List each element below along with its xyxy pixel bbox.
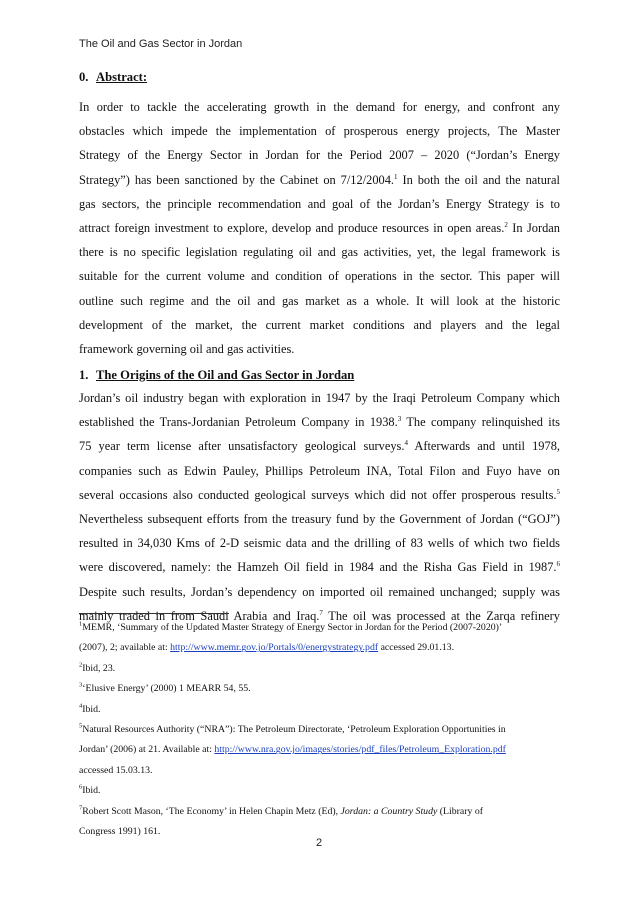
text-line: were discovered, namely: the Hamzeh Oil field in 1984 and the Risha Gas Field in 1987.$^6$ [79,560,560,575]
footnote-ref[interactable]: 1 [394,172,398,181]
footnote-separator [79,613,229,614]
footnotes [79,618,569,842]
footnote-7: $^7$Robert Scott Mason, ‘The Economy’ in Helen Chapin Metz (Ed), Jordan: a Country Study (Library of [79,804,484,817]
page-number: 2 [315,837,323,849]
footnote-ref[interactable]: 6 [556,560,560,569]
text-line: 75 year term license after unsatisfactory geological surveys.$^4$ Afterwards and until 1978, [79,439,560,454]
text-line: Nevertheless subsequent efforts from the treasury fund by the Government of Jordan (“GOJ”) [79,512,560,527]
text-line: development of the market, the current market conditions and players and the legal [79,317,560,332]
text-line: Despite such results, Jordan’s dependency on imported oil remained unchanged; supply was [79,584,560,599]
text-line: there is no specific legislation regulating oil and gas activities, yet, the legal framework is [79,245,560,260]
footnote-ref[interactable]: 7 [319,608,323,617]
text-line: companies such as Edwin Pauley, Phillips Petroleum INA, Total Filon and Fuyo have on [79,463,560,478]
footnote-2: $^2$Ibid, 23. [79,661,116,674]
text-line: Strategy of the Energy Sector in Jordan for the Period 2007 – 2020 (“Jordan’s Energy [79,148,560,163]
footnote-4: $^4$Ibid. [79,702,101,715]
abstract-heading-number: 0. [79,70,89,84]
text-line: suitable for the current volume and condition of operations in the sector. This paper will [79,269,560,284]
text-line: Strategy”) has been sanctioned by the Cabinet on 7/12/2004.$^1$ In both the oil and the natural [79,172,561,187]
footnote-link[interactable]: http://www.memr.gov.jo/Portals/0/energystrategy.pdf [170,642,379,654]
footnote-7-cont: Congress 1991) 161. [79,826,161,838]
text-line: mainly traded in from Saudi Arabia and Iraq.$^7$ The oil was processed at the Zarqa refinery [79,608,560,623]
abstract-heading [79,70,147,85]
text-line: outline such regime and the oil and gas market as a whole. It will look at the historic [79,293,560,308]
footnote-link[interactable]: http://www.nra.gov.jo/images/stories/pdf_files/Petroleum_Exploration.pdf [214,744,506,756]
footnote-1-cont: (2007), 2; available at: http://www.memr.gov.jo/Portals/0/energystrategy.pdf accessed 29.01.13. [79,642,455,654]
text-line: attract foreign investment to explore, develop and produce resources in open areas.$^2$ In Jordan [79,220,560,236]
abstract-paragraph [79,95,560,361]
footnote-1: $^1$MEMR, ‘Summary of the Updated Master Strategy of Energy Sector in Jordan for the Period (2007-2020)’ [79,620,503,633]
origins-heading [79,368,354,383]
footnote-6: $^6$Ibid. [79,783,101,797]
footnote-ref[interactable]: 4 [404,439,408,448]
origins-heading-title: The Origins of the Oil and Gas Sector in Jordan [96,368,355,382]
footnote-5-cont: Jordan’ (2006) at 21. Available at: http://www.nra.gov.jo/images/stories/pdf_files/Petroleum_Exploration.pdf [79,744,506,756]
origins-paragraph [79,386,560,628]
text-line: gas sectors, the principle recommendation and goal of the Jordan’s Energy Strategy is to [79,196,560,211]
footnote-ref[interactable]: 5 [556,487,560,496]
footnote-ref[interactable]: 3 [397,415,402,424]
running-header: The Oil and Gas Sector in Jordan [79,38,243,50]
abstract-heading-title: Abstract: [96,70,148,84]
text-line: several occasions also conducted geological surveys which did not offer prosperous results.$^5$ [79,487,560,502]
text-line: Jordan’s oil industry began with exploration in 1947 by the Iraqi Petroleum Company which [79,391,560,405]
text-line: resulted in 34,030 Kms of 2-D seismic data and the drilling of 83 wells of which two fields [79,536,560,551]
text-line: obstacles which impede the implementation of prosperous energy projects, The Master [79,124,560,139]
footnote-ref[interactable]: 2 [504,220,508,229]
origins-heading-number: 1. [79,368,89,382]
text-line: In order to tackle the accelerating growth in the demand for energy, and confront any [79,100,560,114]
text-line: framework governing oil and gas activities. [79,342,295,357]
text-line: established the Trans-Jordanian Petroleum Company in 1938.$^3$ The company relinquished its [79,415,560,430]
footnote-5: $^5$Natural Resources Authority (“NRA”): The Petroleum Directorate, ‘Petroleum Exploration Opportunities in [79,722,506,736]
footnote-3: $^3$‘Elusive Energy’ (2000) 1 MEARR 54, 55. [79,681,251,695]
footnote-5-cont: accessed 15.03.13. [79,764,153,776]
